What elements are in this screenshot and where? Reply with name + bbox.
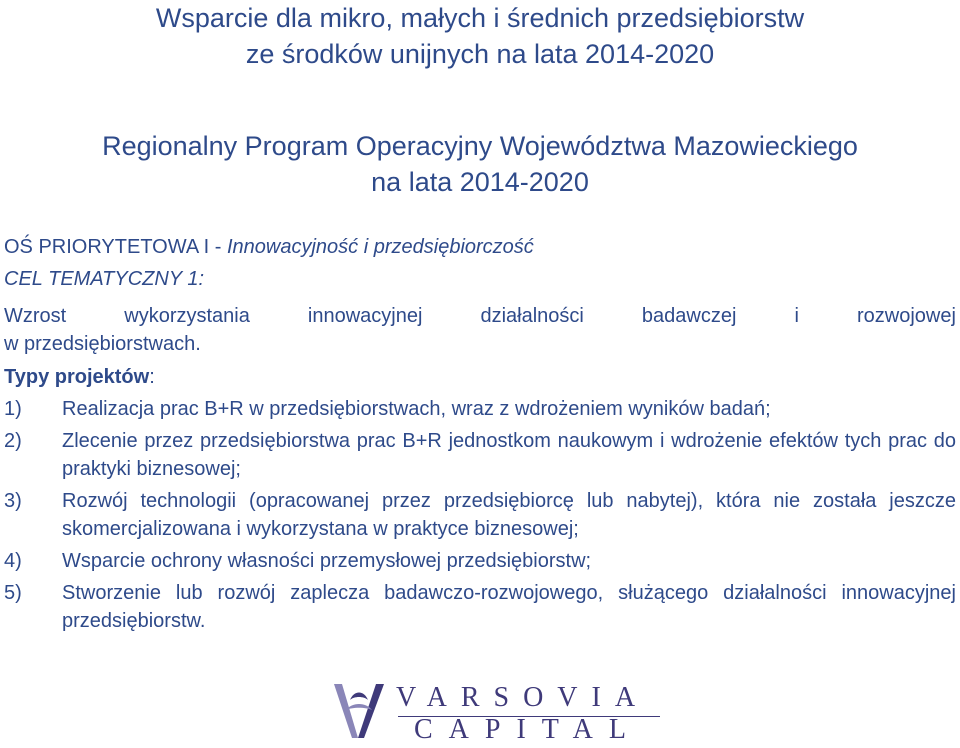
priority-axis-name: Innowacyjność i przedsiębiorczość: [227, 236, 534, 258]
list-item: [4, 579, 956, 635]
list-item-number: 1): [4, 398, 22, 420]
program-title: [0, 128, 960, 200]
list-item: [4, 395, 956, 423]
program-line-1: Regionalny Program Operacyjny Województwa Mazowieckiego: [102, 131, 858, 161]
priority-axis-prefix: OŚ PRIORYTETOWA I -: [4, 236, 227, 258]
goal-word: działalności: [480, 305, 584, 327]
logo-word-varsovia: VARSOVIA: [396, 682, 650, 713]
goal-word: i: [794, 305, 799, 327]
header-line-1: Wsparcie dla mikro, małych i średnich przedsiębiorstw: [155, 3, 805, 33]
list-item-text: Wsparcie ochrony własności przemysłowej przedsiębiorstw;: [62, 550, 592, 572]
project-types-heading: [4, 362, 155, 392]
list-item-text: Rozwój technologii (opracowanej przez przedsiębiorcę lub nabytej), która nie została jeszcze skomercjalizowana i wykorzystana w praktyce biznesowej;: [62, 490, 956, 540]
project-types-label: Typy projektów: [4, 366, 150, 388]
list-item-number: 4): [4, 550, 22, 572]
goal-word: innowacyjnej: [307, 305, 423, 327]
list-item-text: Stworzenie lub rozwój zaplecza badawczo-rozwojowego, służącego działalności innowacyjnej przedsiębiorstw.: [62, 582, 956, 632]
program-line-2: na lata 2014-2020: [371, 167, 589, 197]
list-item-text: Realizacja prac B+R w przedsiębiorstwach, wraz z wdrożeniem wyników badań;: [62, 398, 771, 420]
document-header: [0, 0, 960, 72]
project-types-colon: :: [149, 366, 155, 388]
thematic-goal-row-2: w przedsiębiorstwach.: [4, 333, 201, 355]
goal-word: badawczej: [641, 305, 737, 327]
list-item: [4, 487, 956, 543]
header-line-2: ze środków unijnych na lata 2014-2020: [245, 39, 715, 69]
goal-word: Wzrost: [4, 305, 67, 327]
logo-word-capital: CAPITAL: [414, 714, 642, 745]
list-item-text: Zlecenie przez przedsiębiorstwa prac B+R jednostkom naukowym i wdrożenie efektów tych prac do praktyki biznesowej;: [62, 430, 956, 480]
thematic-goal-row-1: [4, 302, 956, 330]
thematic-goal-label: CEL TEMATYCZNY 1:: [4, 268, 205, 290]
goal-word: wykorzystania: [124, 305, 250, 327]
list-item-number: 2): [4, 430, 22, 452]
list-item: [4, 547, 956, 575]
list-item: [4, 427, 956, 483]
list-item-number: 3): [4, 490, 22, 512]
list-item-number: 5): [4, 582, 22, 604]
varsovia-capital-logo: [330, 680, 660, 745]
priority-axis: [4, 232, 534, 262]
thematic-goal-text: [4, 302, 956, 358]
goal-word: rozwojowej: [856, 305, 956, 327]
project-types-list: [4, 395, 956, 639]
varsovia-capital-logo-icon: [330, 680, 388, 742]
